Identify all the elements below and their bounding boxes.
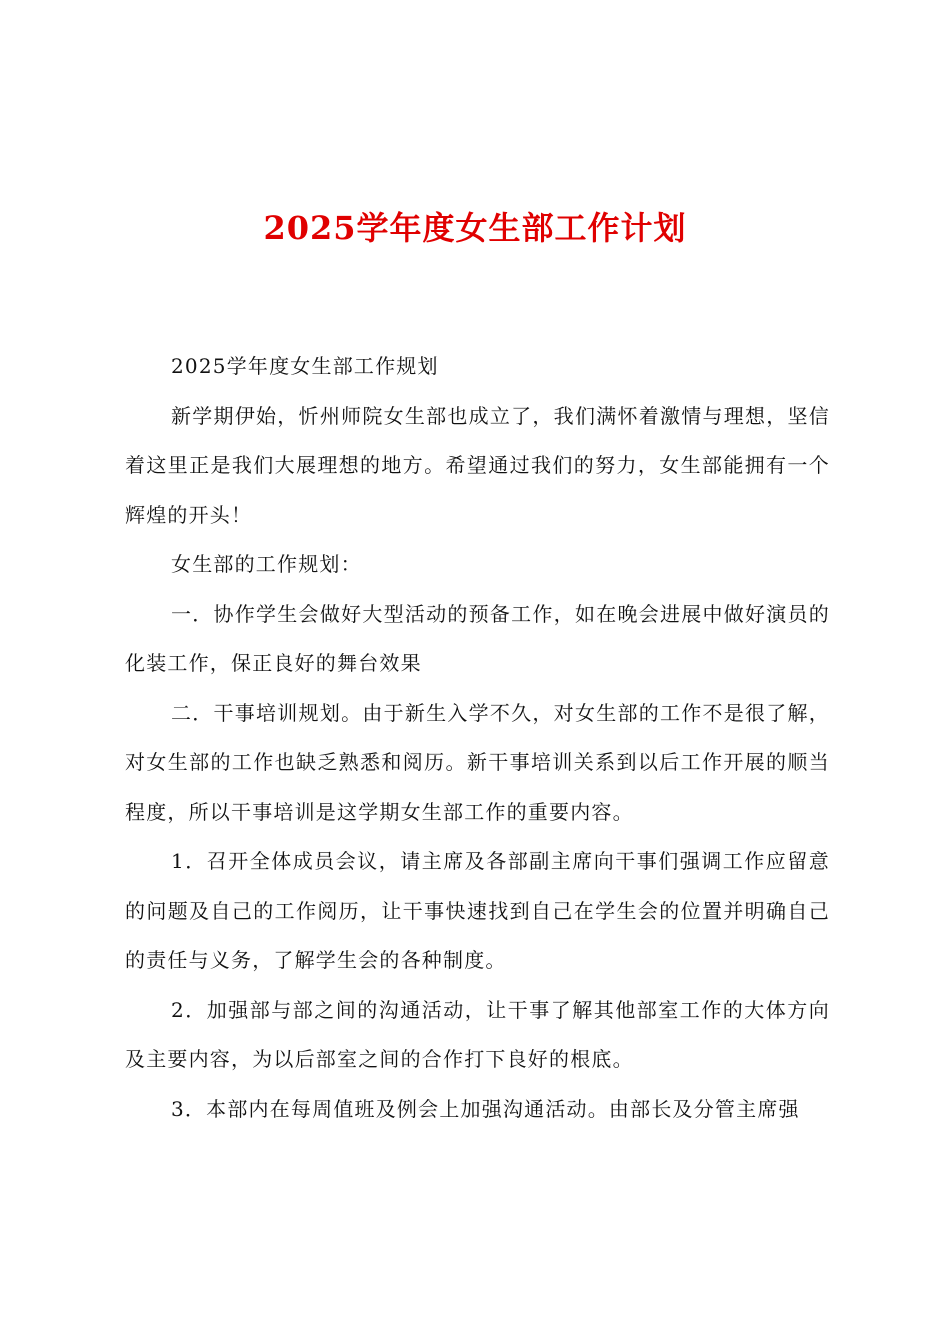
paragraph-item-one: 一．协作学生会做好大型活动的预备工作，如在晚会进展中做好演员的化装工作，保正良好的舞台效果 [125,601,830,675]
paragraph-heading: 2025学年度女生部工作规划 [171,354,439,378]
paragraph-subitem-3: 3．本部内在每周值班及例会上加强沟通活动。由部长及分管主席强 [171,1096,800,1121]
document-body [125,342,830,1134]
paragraph-subitem-2: 2．加强部与部之间的沟通活动，让干事了解其他部室工作的大体方向及主要内容，为以后部室之间的合作打下良好的根底。 [125,997,830,1071]
paragraph-plan-heading: 女生部的工作规划： [171,552,362,576]
document-title: 2025学年度女生部工作计划 [263,209,687,247]
paragraph-item-two: 二．干事培训规划。由于新生入学不久，对女生部的工作不是很了解，对女生部的工作也缺乏熟悉和阅历。新干事培训关系到以后工作开展的顺当程度，所以干事培训是这学期女生部工作的重要内容。 [125,700,830,824]
paragraph-intro: 新学期伊始，忻州师院女生部也成立了，我们满怀着激情与理想，坚信着这里正是我们大展理想的地方。希望通过我们的努力，女生部能拥有一个辉煌的开头！ [125,403,830,527]
paragraph-subitem-1: 1．召开全体成员会议，请主席及各部副主席向干事们强调工作应留意的问题及自己的工作阅历，让干事快速找到自己在学生会的位置并明确自己的责任与义务，了解学生会的各种制度。 [125,849,830,972]
